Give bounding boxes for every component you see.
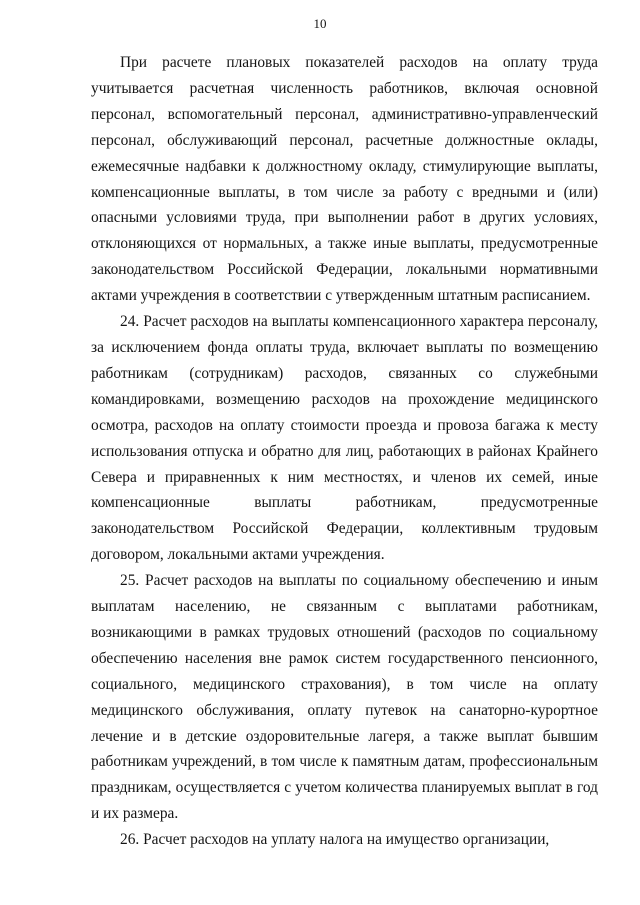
page-number: 10: [313, 16, 327, 31]
paragraph-26-property-tax: 26. Расчет расходов на уплату налога на имущество организации,: [120, 831, 550, 849]
paragraph-25-social-payments: 25. Расчет расходов на выплаты по социальному обеспечению и иным выплатам населению, не связанным с выплатами работникам, возникающими в рамках трудовых отношений (расходов по социальному обеспечению населения вне рамок систем государственного пенсионного, социального, медицинского страхования), в том числе на оплату медицинского обслуживания, оплату путевок на санаторно-курортное лечение и в детские оздоровительные лагеря, а также выплат бывшим работникам учреждений, в том числе к памятным датам, профессиональным праздникам, осуществляется с учетом количества планируемых выплат в год и их размера.: [91, 572, 598, 823]
document-body: [91, 50, 598, 853]
paragraph-salary-planning: При расчете плановых показателей расходов на оплату труда учитывается расчетная численность работников, включая основной персонал, вспомогательный персонал, административно-управленческий персонал, обслуживающий персонал, расчетные должностные оклады, ежемесячные надбавки к должностному окладу, стимулирующие выплаты, компенсационные выплаты, в том числе за работу с вредными и (или) опасными условиями труда, при выполнении работ в других условиях, отклоняющихся от нормальных, а также иные выплаты, предусмотренные законодательством Российской Федерации, локальными нормативными актами учреждения в соответствии с утвержденным штатным расписанием.: [91, 54, 598, 305]
paragraph-24-compensation: 24. Расчет расходов на выплаты компенсационного характера персоналу, за исключением фонда оплаты труда, включает выплаты по возмещению работникам (сотрудникам) расходов, связанных со служебными командировками, возмещению расходов на прохождение медицинского осмотра, расходов на оплату стоимости проезда и провоза багажа к месту использования отпуска и обратно для лиц, работающих в районах Крайнего Севера и приравненных к ним местностях, и членов их семей, иные компенсационные выплаты работникам, предусмотренные законодательством Российской Федерации, коллективным трудовым договором, локальными актами учреждения.: [91, 313, 598, 564]
